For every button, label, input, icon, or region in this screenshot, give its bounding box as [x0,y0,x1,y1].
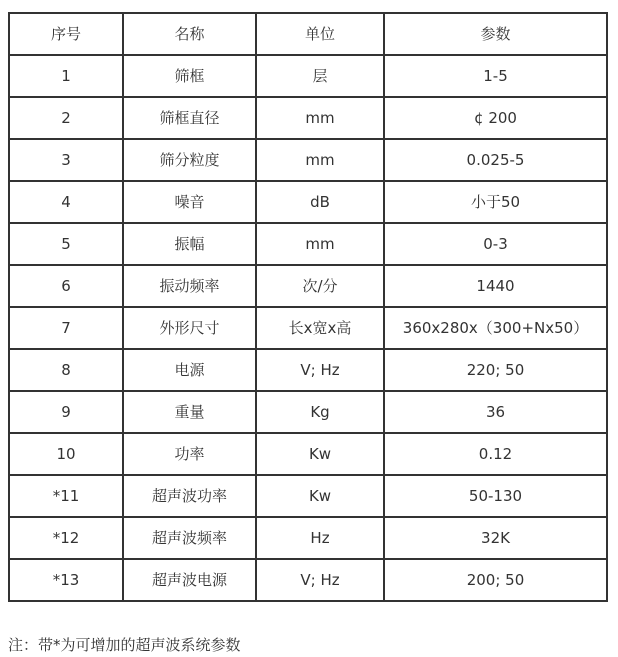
table-row [9,55,607,97]
cell-index: 7 [9,307,123,349]
table-row [9,223,607,265]
cell-index: 4 [9,181,123,223]
table-row [9,559,607,601]
cell-name: 噪音 [123,181,256,223]
cell-value: 1-5 [384,55,607,97]
cell-name: 超声波电源 [123,559,256,601]
cell-value: 200; 50 [384,559,607,601]
cell-name: 筛分粒度 [123,139,256,181]
header-row [9,13,607,55]
table-row [9,181,607,223]
cell-unit: Kw [256,433,384,475]
table-row [9,517,607,559]
cell-index: 5 [9,223,123,265]
cell-unit: dB [256,181,384,223]
cell-name: 振动频率 [123,265,256,307]
cell-index: 9 [9,391,123,433]
cell-unit: 层 [256,55,384,97]
cell-unit: mm [256,97,384,139]
cell-value: 1440 [384,265,607,307]
cell-unit: mm [256,223,384,265]
cell-value: 0.12 [384,433,607,475]
cell-index: 10 [9,433,123,475]
table-row [9,139,607,181]
cell-value: 32K [384,517,607,559]
footnote: 注：带*为可增加的超声波系统参数 [8,636,241,654]
header-unit: 单位 [256,13,384,55]
cell-value: 360x280x（300+Nx50） [384,307,607,349]
cell-index: 8 [9,349,123,391]
cell-value: 0-3 [384,223,607,265]
cell-unit: V; Hz [256,349,384,391]
cell-name: 重量 [123,391,256,433]
cell-name: 超声波频率 [123,517,256,559]
header-index: 序号 [9,13,123,55]
cell-value: 220; 50 [384,349,607,391]
cell-name: 功率 [123,433,256,475]
cell-index: 3 [9,139,123,181]
cell-value: 0.025-5 [384,139,607,181]
spec-table-body [9,55,607,601]
cell-index: 6 [9,265,123,307]
cell-index: 2 [9,97,123,139]
cell-unit: mm [256,139,384,181]
table-row [9,475,607,517]
spec-table [8,12,608,602]
cell-unit: 次/分 [256,265,384,307]
cell-unit: V; Hz [256,559,384,601]
cell-name: 振幅 [123,223,256,265]
header-name: 名称 [123,13,256,55]
cell-name: 电源 [123,349,256,391]
header-value: 参数 [384,13,607,55]
table-row [9,433,607,475]
cell-index: *12 [9,517,123,559]
table-row [9,307,607,349]
cell-index: *11 [9,475,123,517]
cell-value: 小于50 [384,181,607,223]
cell-index: *13 [9,559,123,601]
table-row [9,97,607,139]
table-row [9,265,607,307]
cell-unit: Kw [256,475,384,517]
cell-value: 50-130 [384,475,607,517]
cell-unit: 长x宽x高 [256,307,384,349]
cell-value: ¢ 200 [384,97,607,139]
cell-name: 超声波功率 [123,475,256,517]
cell-unit: Kg [256,391,384,433]
cell-value: 36 [384,391,607,433]
table-row [9,349,607,391]
cell-name: 筛框直径 [123,97,256,139]
cell-unit: Hz [256,517,384,559]
cell-index: 1 [9,55,123,97]
table-row [9,391,607,433]
cell-name: 筛框 [123,55,256,97]
cell-name: 外形尺寸 [123,307,256,349]
